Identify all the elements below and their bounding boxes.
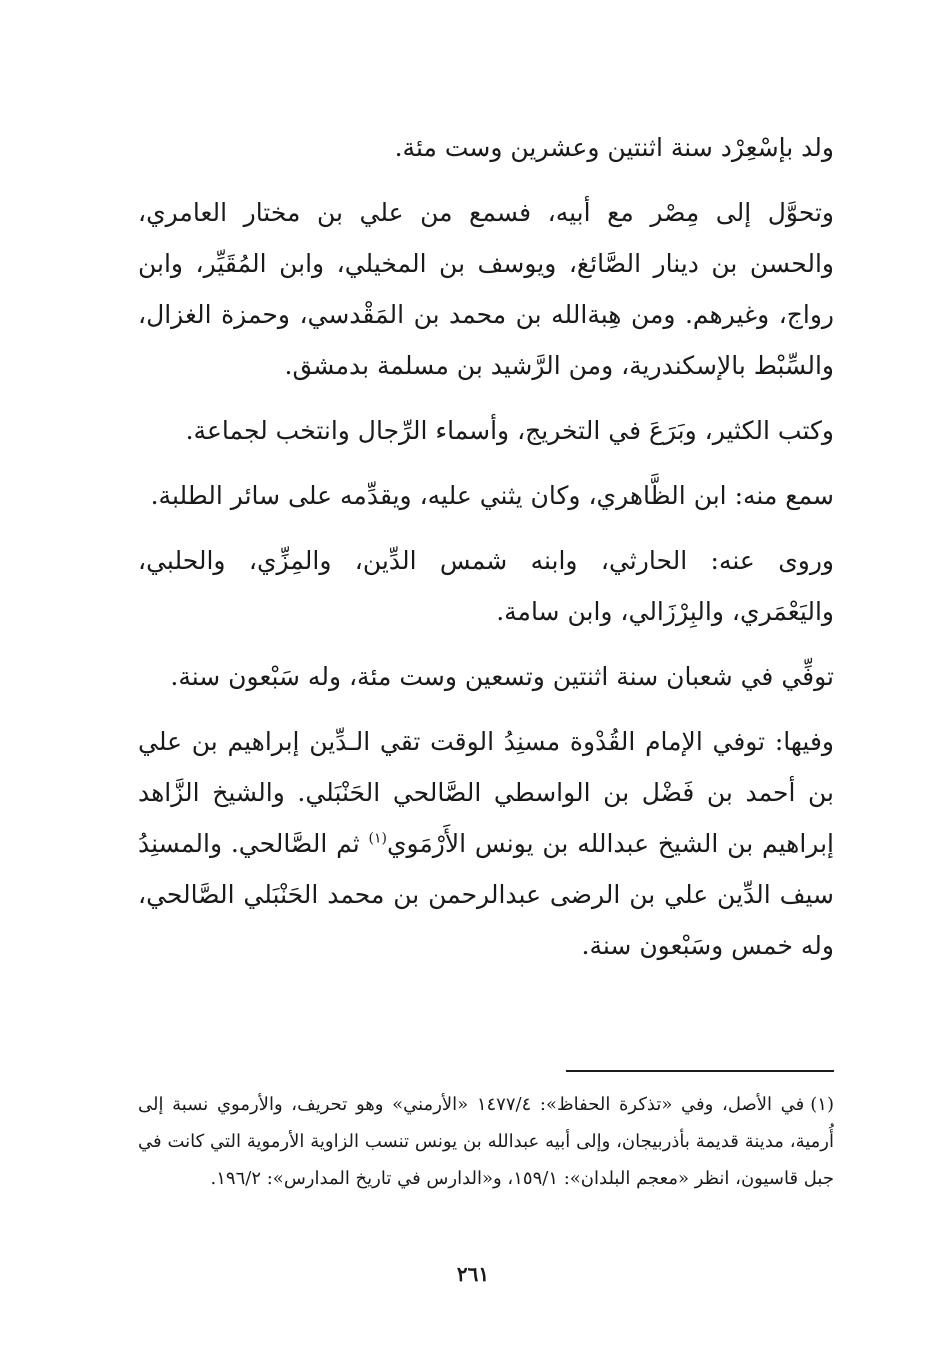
paragraph-writing: وكتب الكثير، وبَرَعَ في التخريج، وأسماء الرِّجال وانتخب لجماعة.: [185, 416, 834, 445]
paragraph-travel: وتحوَّل إلى مِصْر مع أبيه، فسمع من علي بن مختار العامري، والحسن بن دينار الصَّائغ، ويوسف بن المخيلي، وابن المُقَيِّر، وابن رواج، وغيرهم. ومن هِبةالله بن محمد بن المَقْدسي، وحمزة الغزال، والسِّبْط بالإسكندرية، ومن الرَّشيد بن مسلمة بدمشق.: [138, 198, 834, 380]
paragraph-deaths-part-1: وفيها: توفي الإمام القُدْوة مسنِدُ الوقت تقي الـدِّين إبراهيم بن علي بن أحمد بن فَضْل بن الواسطي الصَّالحي الحَنْبَلي. والشيخ الزَّاهد إبراهيم بن الشيخ عبدالله بن يونس الأَرْمَوي: [138, 727, 834, 858]
paragraph-deaths-part-2: ثم الصَّالحي. والمسنِدُ سيف الدِّين علي بن الرضى عبدالرحمن بن محمد الحَنْبَلي الصَّالحي، وله خمس وسَبْعون سنة.: [138, 829, 834, 960]
paragraph-birth: ولد بإسْعِرْد سنة اثنتين وعشرين وست مئة.: [394, 133, 834, 162]
paragraph-narrators: وروى عنه: الحارثي، وابنه شمس الدِّين، والمِزِّي، والحلبي، واليَعْمَري، والبِرْزَالي، وابن سامة.: [138, 546, 834, 626]
paragraph-heard-from-him: سمع منه: ابن الظَّاهري، وكان يثني عليه، ويقدِّمه على سائر الطلبة.: [150, 481, 834, 510]
page-number: ٢٦١: [456, 1262, 490, 1286]
footnote: [138, 1086, 834, 1197]
footnote-marker: (١): [810, 1094, 834, 1115]
footnote-divider: [566, 1070, 834, 1072]
footnote-reference: (١): [368, 830, 387, 847]
main-text: [138, 122, 834, 985]
paragraph-deaths-that-year: [138, 716, 834, 971]
footnote-text: في الأصل، وفي «تذكرة الحفاظ»: ١٤٧٧/٤ «الأرمني» وهو تحريف، والأرموي نسبة إلى أُرمية، مدينة قديمة بأذربيجان، وإلى أبيه عبدالله بن يونس تنسب الزاوية الأرموية التي كانت في جبل قاسيون، انظر «معجم البلدان»: ١٥٩/١، و«الدارس في تاريخ المدارس»: ١٩٦/٢.: [138, 1094, 834, 1189]
paragraph-death: توفِّي في شعبان سنة اثنتين وتسعين وست مئة، وله سَبْعون سنة.: [170, 662, 834, 691]
